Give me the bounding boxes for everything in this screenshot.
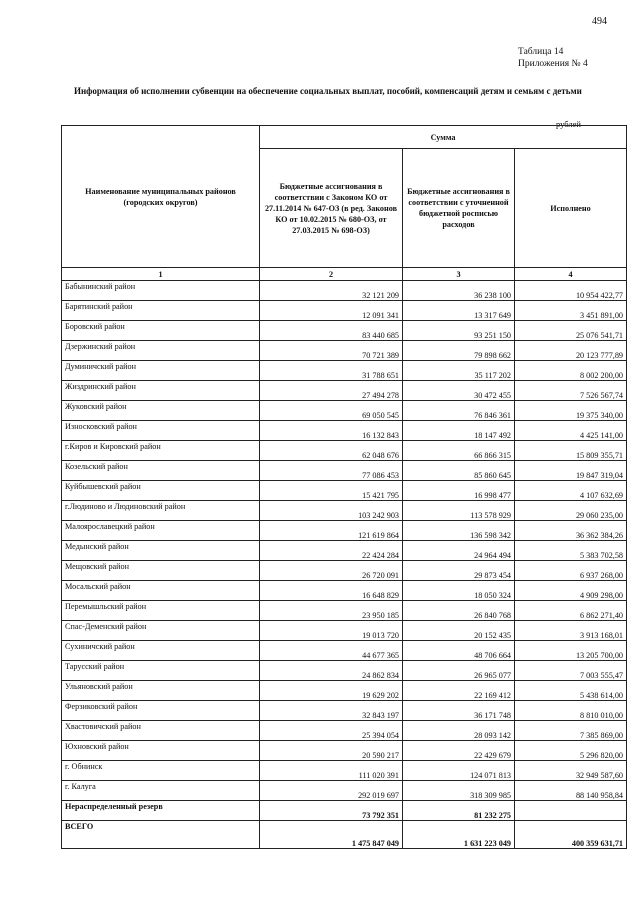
- executed-value: 32 949 587,60: [515, 761, 627, 781]
- header-sum: Сумма: [260, 126, 627, 149]
- district-name: Перемышльский район: [62, 601, 260, 621]
- executed-value: 15 809 355,71: [515, 441, 627, 461]
- table-row: [62, 761, 627, 781]
- table-row: [62, 281, 627, 301]
- executed-value: 3 913 168,01: [515, 621, 627, 641]
- table-row: [62, 301, 627, 321]
- table-row: [62, 321, 627, 341]
- budget-refined-value: 24 964 494: [403, 541, 515, 561]
- budget-law-value: 32 121 209: [260, 281, 403, 301]
- budget-refined-value: 48 706 664: [403, 641, 515, 661]
- table-row: [62, 521, 627, 541]
- reserve-budget-refined-value: 81 232 275: [403, 801, 515, 821]
- budget-refined-value: 93 251 150: [403, 321, 515, 341]
- budget-refined-value: 18 050 324: [403, 581, 515, 601]
- executed-value: 5 296 820,00: [515, 741, 627, 761]
- district-name: Думиничский район: [62, 361, 260, 381]
- table-row: [62, 661, 627, 681]
- budget-law-value: 19 013 720: [260, 621, 403, 641]
- budget-law-value: 70 721 389: [260, 341, 403, 361]
- total-row: [62, 821, 627, 849]
- budget-law-value: 32 843 197: [260, 701, 403, 721]
- budget-law-value: 121 619 864: [260, 521, 403, 541]
- budget-refined-value: 28 093 142: [403, 721, 515, 741]
- district-name: Жуковский район: [62, 401, 260, 421]
- executed-value: 4 107 632,69: [515, 481, 627, 501]
- budget-law-value: 44 677 365: [260, 641, 403, 661]
- subvention-table: [61, 125, 627, 849]
- district-name: Сухиничский район: [62, 641, 260, 661]
- header-col2: Бюджетные ассигнования в соответствии с Законом КО от 27.11.2014 № 647-ОЗ (в ред. Законов КО от 10.02.2015 № 680-ОЗ, от 27.03.2015 № 698-ОЗ): [260, 149, 403, 268]
- budget-refined-value: 22 169 412: [403, 681, 515, 701]
- header-index-2: 2: [260, 268, 403, 281]
- total-executed-value: 400 359 631,71: [515, 821, 627, 849]
- budget-refined-value: 124 071 813: [403, 761, 515, 781]
- table-row: [62, 541, 627, 561]
- table-row: [62, 421, 627, 441]
- budget-refined-value: 22 429 679: [403, 741, 515, 761]
- district-name: Козельский район: [62, 461, 260, 481]
- unit-label: рублей: [556, 119, 581, 129]
- district-name: г.Киров и Кировский район: [62, 441, 260, 461]
- budget-refined-value: 29 873 454: [403, 561, 515, 581]
- header-index-3: 3: [403, 268, 515, 281]
- reserve-name: Нераспределенный резерв: [62, 801, 260, 821]
- reserve-budget-law-value: 73 792 351: [260, 801, 403, 821]
- district-name: Мосальский район: [62, 581, 260, 601]
- table-row: [62, 361, 627, 381]
- table-row: [62, 341, 627, 361]
- district-name: Куйбышевский район: [62, 481, 260, 501]
- table-row: [62, 701, 627, 721]
- executed-value: 25 076 541,71: [515, 321, 627, 341]
- budget-refined-value: 30 472 455: [403, 381, 515, 401]
- table-reference: [518, 46, 588, 70]
- district-name: Бабынинский район: [62, 281, 260, 301]
- header-name: Наименование муниципальных районов (городских округов): [62, 126, 260, 268]
- reserve-executed-value: [515, 801, 627, 821]
- table-row: [62, 461, 627, 481]
- page-number: 494: [592, 16, 607, 27]
- total-budget-law-value: 1 475 847 049: [260, 821, 403, 849]
- total-budget-refined-value: 1 631 223 049: [403, 821, 515, 849]
- header-index-1: 1: [62, 268, 260, 281]
- budget-law-value: 27 494 278: [260, 381, 403, 401]
- district-name: Износковский район: [62, 421, 260, 441]
- table-row: [62, 721, 627, 741]
- district-name: Дзержинский район: [62, 341, 260, 361]
- budget-refined-value: 66 866 315: [403, 441, 515, 461]
- budget-law-value: 25 394 054: [260, 721, 403, 741]
- district-name: Малоярославецкий район: [62, 521, 260, 541]
- executed-value: 8 810 010,00: [515, 701, 627, 721]
- table-row: [62, 641, 627, 661]
- budget-law-value: 31 788 651: [260, 361, 403, 381]
- district-name: Мещовский район: [62, 561, 260, 581]
- table-ref-line2: Приложения № 4: [518, 59, 588, 69]
- district-name: Спас-Деменский район: [62, 621, 260, 641]
- table-row: [62, 481, 627, 501]
- district-name: Тарусский район: [62, 661, 260, 681]
- executed-value: 4 909 298,00: [515, 581, 627, 601]
- budget-law-value: 12 091 341: [260, 301, 403, 321]
- executed-value: 5 438 614,00: [515, 681, 627, 701]
- executed-value: 88 140 958,84: [515, 781, 627, 801]
- table-row: [62, 681, 627, 701]
- table-row: [62, 401, 627, 421]
- executed-value: 3 451 891,00: [515, 301, 627, 321]
- executed-value: 4 425 141,00: [515, 421, 627, 441]
- executed-value: 20 123 777,89: [515, 341, 627, 361]
- budget-law-value: 19 629 202: [260, 681, 403, 701]
- district-name: г.Людиново и Людиновский район: [62, 501, 260, 521]
- table-row: [62, 601, 627, 621]
- budget-refined-value: 136 598 342: [403, 521, 515, 541]
- district-name: Жиздринский район: [62, 381, 260, 401]
- executed-value: 19 375 340,00: [515, 401, 627, 421]
- executed-value: 29 060 235,00: [515, 501, 627, 521]
- budget-refined-value: 13 317 649: [403, 301, 515, 321]
- district-name: Юхновский район: [62, 741, 260, 761]
- header-col4: Исполнено: [515, 149, 627, 268]
- executed-value: 10 954 422,77: [515, 281, 627, 301]
- budget-refined-value: 36 238 100: [403, 281, 515, 301]
- budget-refined-value: 18 147 492: [403, 421, 515, 441]
- district-name: Ферзиковский район: [62, 701, 260, 721]
- budget-law-value: 16 132 843: [260, 421, 403, 441]
- budget-refined-value: 85 860 645: [403, 461, 515, 481]
- budget-refined-value: 26 965 077: [403, 661, 515, 681]
- reserve-row: [62, 801, 627, 821]
- budget-law-value: 292 019 697: [260, 781, 403, 801]
- executed-value: 13 205 700,00: [515, 641, 627, 661]
- budget-refined-value: 26 840 768: [403, 601, 515, 621]
- district-name: Ульяновский район: [62, 681, 260, 701]
- table-row: [62, 581, 627, 601]
- budget-law-value: 103 242 903: [260, 501, 403, 521]
- district-name: г. Обнинск: [62, 761, 260, 781]
- table-row: [62, 621, 627, 641]
- budget-refined-value: 16 998 477: [403, 481, 515, 501]
- table-row: [62, 441, 627, 461]
- executed-value: 7 526 567,74: [515, 381, 627, 401]
- budget-refined-value: 36 171 748: [403, 701, 515, 721]
- budget-refined-value: 318 309 985: [403, 781, 515, 801]
- district-name: Медынский район: [62, 541, 260, 561]
- budget-refined-value: 79 898 662: [403, 341, 515, 361]
- header-col3: Бюджетные ассигнования в соответствии с уточненной бюджетной росписью расходов: [403, 149, 515, 268]
- table-row: [62, 561, 627, 581]
- budget-law-value: 24 862 834: [260, 661, 403, 681]
- table-row: [62, 501, 627, 521]
- document-title: Информация об исполнении субвенции на обеспечение социальных выплат, пособий, компенсаций детям и семьям с детьми: [74, 86, 582, 96]
- budget-law-value: 111 020 391: [260, 761, 403, 781]
- budget-law-value: 77 086 453: [260, 461, 403, 481]
- budget-refined-value: 113 578 929: [403, 501, 515, 521]
- executed-value: 19 847 319,04: [515, 461, 627, 481]
- executed-value: 7 003 555,47: [515, 661, 627, 681]
- executed-value: 6 862 271,40: [515, 601, 627, 621]
- total-name: ВСЕГО: [62, 821, 260, 849]
- budget-law-value: 69 050 545: [260, 401, 403, 421]
- table-row: [62, 741, 627, 761]
- executed-value: 5 383 702,58: [515, 541, 627, 561]
- executed-value: 8 002 200,00: [515, 361, 627, 381]
- executed-value: 36 362 384,26: [515, 521, 627, 541]
- budget-law-value: 62 048 676: [260, 441, 403, 461]
- budget-refined-value: 20 152 435: [403, 621, 515, 641]
- executed-value: 6 937 268,00: [515, 561, 627, 581]
- executed-value: 7 385 869,00: [515, 721, 627, 741]
- budget-refined-value: 35 117 202: [403, 361, 515, 381]
- district-name: Боровский район: [62, 321, 260, 341]
- district-name: Хвастовичский район: [62, 721, 260, 741]
- district-name: г. Калуга: [62, 781, 260, 801]
- budget-law-value: 23 950 185: [260, 601, 403, 621]
- table-body: [62, 281, 627, 849]
- budget-law-value: 20 590 217: [260, 741, 403, 761]
- budget-law-value: 26 720 091: [260, 561, 403, 581]
- district-name: Барятинский район: [62, 301, 260, 321]
- budget-law-value: 15 421 795: [260, 481, 403, 501]
- table-row: [62, 781, 627, 801]
- budget-law-value: 83 440 685: [260, 321, 403, 341]
- header-index-4: 4: [515, 268, 627, 281]
- budget-refined-value: 76 846 361: [403, 401, 515, 421]
- budget-law-value: 22 424 284: [260, 541, 403, 561]
- table-ref-line1: Таблица 14: [518, 47, 564, 57]
- budget-law-value: 16 648 829: [260, 581, 403, 601]
- table-row: [62, 381, 627, 401]
